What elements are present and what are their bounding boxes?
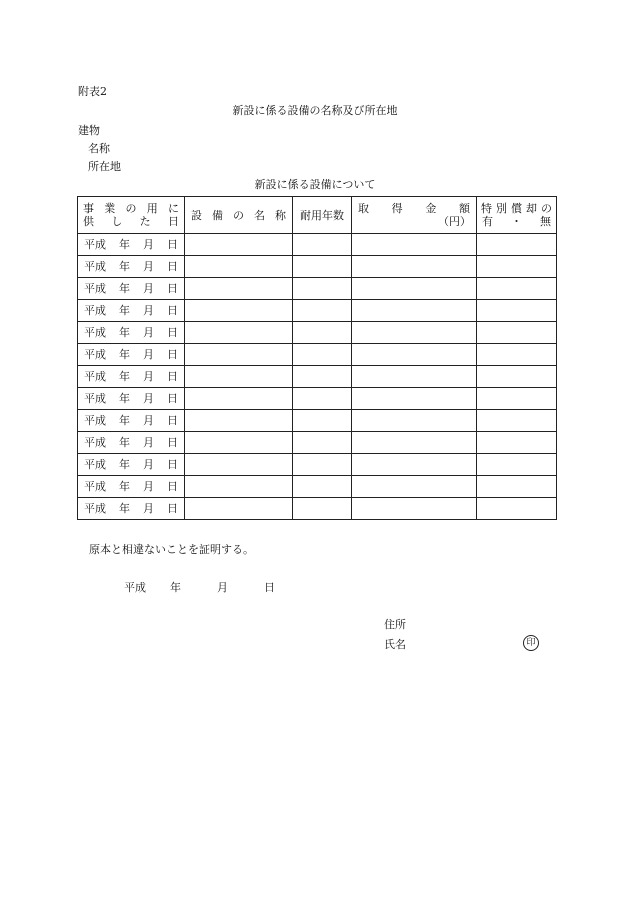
amount-unit-label: （円）: [438, 215, 471, 228]
date-part-label: 平成: [84, 348, 106, 361]
equipment-name-header-char: 設: [191, 208, 202, 222]
date-part-label: 月: [143, 414, 154, 427]
seal-mark: 印: [523, 635, 539, 651]
cert-date-part: 年: [170, 581, 181, 594]
depreciation-header-char: 無: [540, 215, 551, 228]
signature-name-label: 氏名: [384, 638, 406, 651]
special-depreciation-cell: [477, 432, 557, 454]
equipment-name-header-char: 称: [275, 208, 286, 222]
equipment-name-cell: [185, 256, 293, 278]
date-part-label: 平成: [84, 370, 106, 383]
date-part-label: 月: [143, 238, 154, 251]
amount-header-char: 得: [391, 202, 403, 215]
useful-life-cell: [293, 278, 352, 300]
date-part-label: 日: [167, 414, 178, 427]
useful-life-cell: [293, 322, 352, 344]
amount-header-char: 金: [425, 202, 437, 215]
equipment-name-cell: [185, 410, 293, 432]
appendix-label: 附表2: [78, 85, 107, 98]
amount-header-char: 額: [458, 202, 470, 215]
equipment-name-cell: [185, 234, 293, 256]
date-part-label: 年: [119, 304, 130, 317]
cert-date-part: 月: [217, 581, 228, 594]
date-part-label: 年: [119, 436, 130, 449]
date-part-label: 年: [119, 502, 130, 515]
service-date-cell: [78, 256, 185, 278]
table-row: [78, 366, 557, 388]
service-date-header-char: 日: [167, 215, 179, 228]
table-row: [78, 476, 557, 498]
special-depreciation-cell: [477, 366, 557, 388]
date-part-label: 月: [143, 392, 154, 405]
building-location-label: 所在地: [88, 160, 121, 173]
date-part-label: 日: [167, 392, 178, 405]
useful-life-label: 耐用年数: [300, 208, 344, 222]
certification-date: [124, 581, 275, 595]
acquisition-amount-cell: [352, 344, 477, 366]
service-date-cell: [78, 300, 185, 322]
document-title: 新設に係る設備の名称及び所在地: [232, 104, 398, 117]
service-date-header-char: に: [168, 202, 179, 215]
special-depreciation-cell: [477, 498, 557, 520]
table-row: [78, 234, 557, 256]
date-part-label: 平成: [84, 260, 106, 273]
date-part-label: 年: [119, 480, 130, 493]
date-part-label: 月: [143, 480, 154, 493]
acquisition-amount-cell: [352, 410, 477, 432]
date-part-label: 月: [143, 282, 154, 295]
date-part-label: 月: [143, 260, 154, 273]
special-depreciation-cell: [477, 278, 557, 300]
service-date-header-char: し: [111, 215, 123, 228]
service-date-header-char: の: [125, 202, 137, 215]
equipment-name-cell: [185, 432, 293, 454]
date-part-label: 月: [143, 348, 154, 361]
header-special-depreciation: [477, 197, 557, 234]
acquisition-amount-cell: [352, 366, 477, 388]
date-part-label: 日: [167, 436, 178, 449]
date-part-label: 日: [167, 370, 178, 383]
acquisition-amount-cell: [352, 476, 477, 498]
date-part-label: 月: [143, 436, 154, 449]
date-part-label: 月: [143, 458, 154, 471]
special-depreciation-cell: [477, 410, 557, 432]
useful-life-cell: [293, 454, 352, 476]
date-part-label: 年: [119, 392, 130, 405]
service-date-cell: [78, 432, 185, 454]
service-date-cell: [78, 366, 185, 388]
useful-life-cell: [293, 256, 352, 278]
service-date-cell: [78, 498, 185, 520]
special-depreciation-cell: [477, 234, 557, 256]
useful-life-cell: [293, 300, 352, 322]
table-row: [78, 498, 557, 520]
acquisition-amount-cell: [352, 300, 477, 322]
date-part-label: 日: [167, 238, 178, 251]
date-part-label: 年: [119, 458, 130, 471]
special-depreciation-cell: [477, 256, 557, 278]
service-date-cell: [78, 344, 185, 366]
table-row: [78, 344, 557, 366]
date-part-label: 年: [119, 282, 130, 295]
special-depreciation-cell: [477, 322, 557, 344]
equipment-name-cell: [185, 476, 293, 498]
date-part-label: 平成: [84, 392, 106, 405]
date-part-label: 年: [119, 326, 130, 339]
service-date-header-char: 供: [83, 215, 94, 228]
equipment-name-header-char: 名: [254, 208, 265, 222]
acquisition-amount-cell: [352, 278, 477, 300]
date-part-label: 年: [119, 370, 130, 383]
header-useful-life: [293, 197, 352, 234]
date-part-label: 年: [119, 260, 130, 273]
acquisition-amount-cell: [352, 498, 477, 520]
date-part-label: 日: [167, 458, 178, 471]
service-date-cell: [78, 410, 185, 432]
acquisition-amount-cell: [352, 454, 477, 476]
date-part-label: 日: [167, 480, 178, 493]
equipment-name-cell: [185, 300, 293, 322]
equipment-name-cell: [185, 366, 293, 388]
amount-header-char: 取: [358, 202, 369, 215]
table-row: [78, 278, 557, 300]
date-part-label: 平成: [84, 436, 106, 449]
date-part-label: 平成: [84, 238, 106, 251]
equipment-table: [77, 196, 557, 520]
date-part-label: 月: [143, 326, 154, 339]
address-label: 住所: [384, 618, 406, 631]
date-part-label: 日: [167, 326, 178, 339]
equipment-name-header-char: 備: [212, 208, 223, 222]
certification-statement: 原本と相違ないことを証明する。: [89, 543, 254, 556]
useful-life-cell: [293, 410, 352, 432]
depreciation-header-char: 有: [482, 215, 493, 228]
date-part-label: 平成: [84, 326, 106, 339]
table-row: [78, 432, 557, 454]
date-part-label: 平成: [84, 414, 106, 427]
equipment-name-cell: [185, 344, 293, 366]
table-row: [78, 300, 557, 322]
useful-life-cell: [293, 432, 352, 454]
date-part-label: 年: [119, 348, 130, 361]
useful-life-cell: [293, 234, 352, 256]
useful-life-cell: [293, 344, 352, 366]
table-title: 新設に係る設備について: [254, 178, 376, 191]
equipment-name-cell: [185, 498, 293, 520]
equipment-name-cell: [185, 278, 293, 300]
service-date-cell: [78, 454, 185, 476]
date-part-label: 平成: [84, 480, 106, 493]
table-header-row: [78, 197, 557, 234]
depreciation-label: 特別償却の: [481, 202, 552, 215]
equipment-name-cell: [185, 322, 293, 344]
date-part-label: 日: [167, 502, 178, 515]
acquisition-amount-cell: [352, 234, 477, 256]
date-part-label: 平成: [84, 502, 106, 515]
date-part-label: 年: [119, 238, 130, 251]
header-equipment-name: [185, 197, 293, 234]
special-depreciation-cell: [477, 344, 557, 366]
service-date-header-char: た: [139, 215, 151, 228]
equipment-name-cell: [185, 454, 293, 476]
useful-life-cell: [293, 388, 352, 410]
special-depreciation-cell: [477, 300, 557, 322]
useful-life-cell: [293, 476, 352, 498]
special-depreciation-cell: [477, 454, 557, 476]
table-row: [78, 410, 557, 432]
date-part-label: 日: [167, 304, 178, 317]
table-row: [78, 322, 557, 344]
date-part-label: 平成: [84, 458, 106, 471]
service-date-cell: [78, 234, 185, 256]
cert-date-part: 平成: [124, 581, 146, 594]
header-service-date: [78, 197, 185, 234]
table-row: [78, 454, 557, 476]
service-date-cell: [78, 388, 185, 410]
date-part-label: 月: [143, 370, 154, 383]
service-date-header-char: 業: [104, 202, 116, 215]
service-date-header-char: 事: [83, 202, 94, 215]
service-date-cell: [78, 278, 185, 300]
special-depreciation-cell: [477, 476, 557, 498]
equipment-name-cell: [185, 388, 293, 410]
date-part-label: 日: [167, 282, 178, 295]
date-part-label: 年: [119, 414, 130, 427]
table-row: [78, 256, 557, 278]
service-date-header-char: 用: [146, 202, 158, 215]
cert-date-part: 日: [264, 581, 275, 594]
header-acquisition-amount: [352, 197, 477, 234]
date-part-label: 月: [143, 502, 154, 515]
equipment-name-header-char: の: [233, 208, 244, 222]
service-date-cell: [78, 476, 185, 498]
date-part-label: 平成: [84, 282, 106, 295]
building-label: 建物: [78, 124, 100, 137]
date-part-label: 日: [167, 348, 178, 361]
date-part-label: 日: [167, 260, 178, 273]
acquisition-amount-cell: [352, 432, 477, 454]
building-name-label: 名称: [88, 142, 110, 155]
acquisition-amount-cell: [352, 256, 477, 278]
acquisition-amount-cell: [352, 388, 477, 410]
depreciation-header-char: ・: [511, 215, 522, 228]
service-date-cell: [78, 322, 185, 344]
date-part-label: 月: [143, 304, 154, 317]
useful-life-cell: [293, 366, 352, 388]
useful-life-cell: [293, 498, 352, 520]
special-depreciation-cell: [477, 388, 557, 410]
table-row: [78, 388, 557, 410]
acquisition-amount-cell: [352, 322, 477, 344]
date-part-label: 平成: [84, 304, 106, 317]
